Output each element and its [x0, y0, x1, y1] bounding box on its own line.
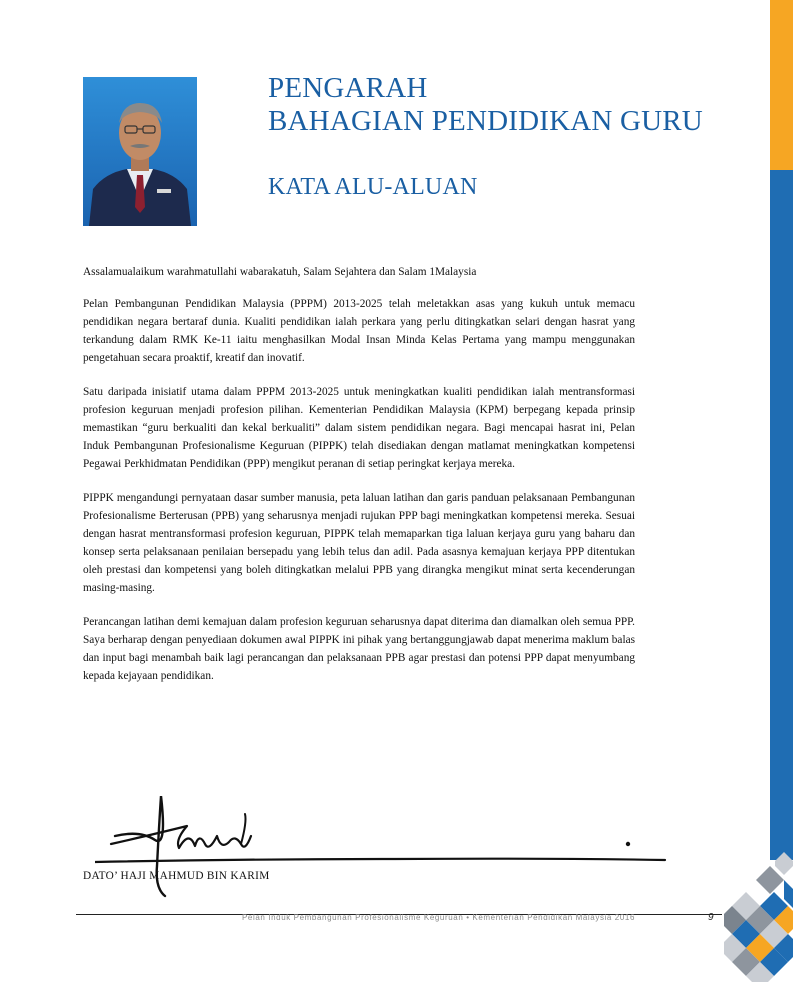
- diamond-pattern-decoration: [724, 852, 793, 982]
- footer-text: Pelan Induk Pembangunan Profesionalisme Keguruan • Kementerian Pendidikan Malaysia 2016: [242, 913, 635, 922]
- page-title-line1: PENGARAH: [268, 72, 428, 104]
- letter-body: [83, 263, 635, 701]
- page-number: 9: [708, 912, 714, 923]
- handwritten-signature: [95, 796, 670, 898]
- director-portrait-photo: [83, 77, 197, 226]
- greeting-text: Assalamualaikum warahmatullahi wabarakatuh, Salam Sejahtera dan Salam 1Malaysia: [83, 266, 477, 278]
- paragraph-2: Satu daripada inisiatif utama dalam PPPM 2013-2025 untuk meningkatkan kualiti pendidikan ialah mentransformasi profesion keguruan menjadi profesion pilihan. Kementerian Pendidikan Malaysia (KPM) berpegang kepada prinsip memastikan “guru berkualiti dan kekal berkualiti” dalam sistem pendidikan negara. Bagi mencapai hasrat ini, Pelan Induk Pembangunan Profesionalisme Keguruan (PIPPK) telah disediakan dengan matlamat meningkatkan kompetensi Pegawai Perkhidmatan Pendidikan (PPP) mengikut peranan di setiap peringkat kerjaya mereka.: [83, 386, 635, 470]
- side-stripe-blue: [770, 170, 793, 860]
- side-stripe-orange: [770, 0, 793, 170]
- paragraph-3: PIPPK mengandungi pernyataan dasar sumber manusia, peta laluan latihan dan garis panduan pelaksanaan Pembangunan Profesionalisme Berterusan (PPB) yang seharusnya menjadi rujukan PPP bagi meningkatkan kompetensi mereka. Sesuai dengan hasrat mentransformasi profesion keguruan, PIPPK telah memaparkan tiga laluan kerjaya guru yang baharu dan konsep serta pelaksanaan penilaian bersepadu yang lebih telus dan adil. Pada asasnya kemajuan kerjaya PPP ditentukan oleh prestasi dan kompetensi yang boleh ditingkatkan melalui PPB yang dirangka mengikut minat serta kecenderungan masing-masing.: [83, 492, 635, 594]
- page-title-line2: BAHAGIAN PENDIDIKAN GURU: [268, 105, 703, 137]
- paragraph-4: Perancangan latihan demi kemajuan dalam profesion keguruan seharusnya dapat diterima dan diamalkan oleh semua PPP. Saya berharap dengan penyediaan dokumen awal PIPPK ini pihak yang bertanggungjawab dapat menerima maklum balas dan input bagi menambah baik lagi perancangan dan pelaksanaan PPB agar prestasi dan potensi PPP dapat menyumbang kepada kejayaan pendidikan.: [83, 616, 635, 682]
- section-subtitle: KATA ALU-ALUAN: [268, 174, 478, 200]
- paragraph-1: Pelan Pembangunan Pendidikan Malaysia (PPPM) 2013-2025 telah meletakkan asas yang kukuh untuk memacu pendidikan negara bertaraf dunia. Kualiti pendidikan ialah perkara yang perlu ditingkatkan selari dengan hasrat yang terkandung dalam RMK Ke-11 iaitu menghasilkan Modal Insan Minda Kelas Pertama yang mampu menggunakan pengetahuan secara proaktif, kreatif dan inovatif.: [83, 298, 635, 364]
- signatory-name: DATO’ HAJI MAHMUD BIN KARIM: [83, 870, 270, 882]
